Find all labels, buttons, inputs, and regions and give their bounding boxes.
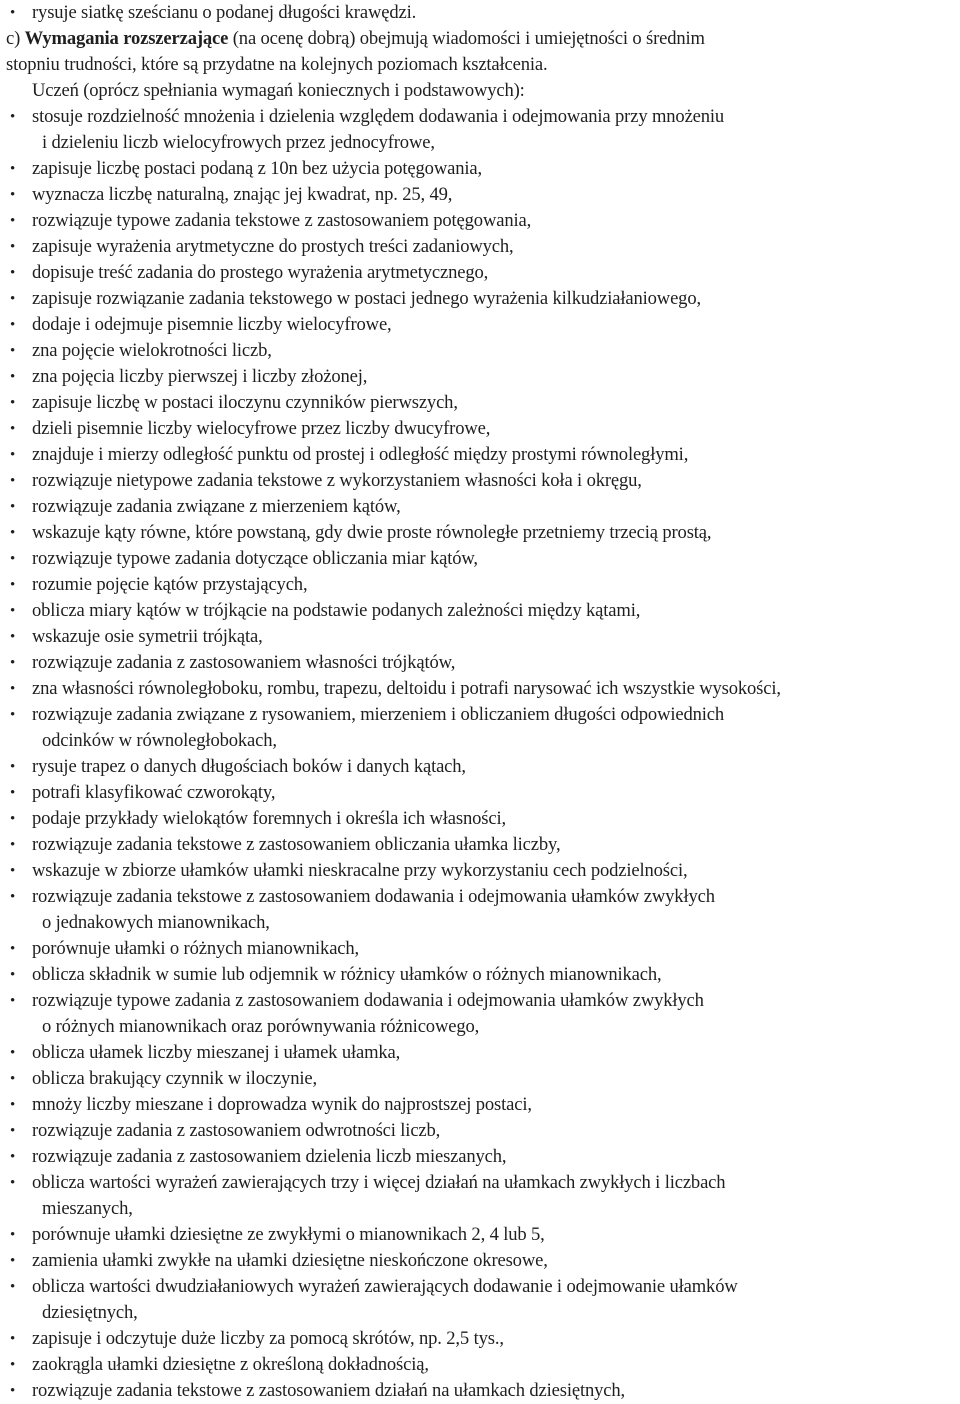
list-item [0,546,960,572]
list-item [0,494,960,520]
list-item-text: rozwiązuje zadania tekstowe z zastosowaniem działań na ułamkach dziesiętnych, [32,1380,626,1401]
list-item-text: zna pojęcie wielokrotności liczb, [32,340,272,361]
list-item [0,182,960,208]
bullet: • [10,1279,16,1295]
bullet: • [10,1253,16,1269]
bullet: • [10,291,16,307]
list-item-text: odcinków w równoległobokach, [42,730,277,751]
section-description-continued: stopniu trudności, które są przydatne na kolejnych poziomach kształcenia. [6,54,548,75]
bullet: • [10,1123,16,1139]
bullet: • [10,1045,16,1061]
list-item [0,338,960,364]
list-item [0,364,960,390]
list-item-continuation [0,910,960,936]
list-item [0,598,960,624]
list-item-text: oblicza brakujący czynnik w iloczynie, [32,1068,317,1089]
list-item-text: oblicza wartości wyrażeń zawierających trzy i więcej działań na ułamkach zwykłych i liczbach [32,1172,726,1193]
bullet: • [10,421,16,437]
list-item-text: zapisuje wyrażenia arytmetyczne do prostych treści zadaniowych, [32,236,514,257]
list-item [0,416,960,442]
list-item [0,520,960,546]
list-item-text: stosuje rozdzielność mnożenia i dzielenia względem dodawania i odejmowania przy mnożeniu [32,106,725,127]
list-item [0,806,960,832]
requirements-list [0,104,960,1404]
list-item-text: rysuje trapez o danych długościach boków i danych kątach, [32,756,466,777]
bullet: • [10,1071,16,1087]
bullet: • [10,499,16,515]
section-description: (na ocenę dobrą) obejmują wiadomości i umiejętności o średnim [232,28,705,49]
list-item [0,156,960,182]
list-item-text: rysuje siatkę sześcianu o podanej długości krawędzi. [32,2,417,23]
bullet: • [10,811,16,827]
bullet: • [10,759,16,775]
bullet: • [10,161,16,177]
list-item-continuation [0,1196,960,1222]
list-item-text: rozwiązuje zadania tekstowe z zastosowaniem obliczania ułamka liczby, [32,834,561,855]
list-item [0,988,960,1014]
list-item-text: rozumie pojęcie kątów przystających, [32,574,308,595]
list-item [0,754,960,780]
list-item-text: wyznacza liczbę naturalną, znając jej kwadrat, np. 25, 49, [32,184,453,205]
list-item-text: zapisuje rozwiązanie zadania tekstowego w postaci jednego wyrażenia kilkudziałaniowego, [32,288,701,309]
list-item-text: zamienia ułamki zwykłe na ułamki dziesiętne nieskończone okresowe, [32,1250,548,1271]
bullet: • [10,109,16,125]
list-item-text: rozwiązuje zadania z zastosowaniem własności trójkątów, [32,652,456,673]
bullet: • [10,1097,16,1113]
intro-line [0,78,960,104]
bullet: • [10,707,16,723]
list-item-text: rozwiązuje nietypowe zadania tekstowe z wykorzystaniem własności koła i okręgu, [32,470,642,491]
list-item-text: oblicza składnik w sumie lub odjemnik w różnicy ułamków o różnych mianownikach, [32,964,662,985]
list-item-text: rozwiązuje zadania tekstowe z zastosowaniem dodawania i odejmowania ułamków zwykłych [32,886,715,907]
list-item-text: o różnych mianownikach oraz porównywania różnicowego, [42,1016,480,1037]
bullet: • [10,265,16,281]
list-item-text: wskazuje kąty równe, które powstaną, gdy dwie proste równoległe przetniemy trzecią prostą, [32,522,712,543]
list-item [0,650,960,676]
list-item-text: dopisuje treść zadania do prostego wyrażenia arytmetycznego, [32,262,489,283]
list-item [0,234,960,260]
list-item-text: oblicza miary kątów w trójkącie na podstawie podanych zależności między kątami, [32,600,641,621]
list-item [0,832,960,858]
list-item [0,1222,960,1248]
list-item [0,962,960,988]
bullet: • [10,1175,16,1191]
list-item [0,260,960,286]
bullet: • [10,473,16,489]
list-item-text: oblicza wartości dwudziałaniowych wyrażeń zawierających dodawanie i odejmowanie ułamków [32,1276,738,1297]
bullet: • [10,343,16,359]
list-item [0,0,960,26]
list-item [0,104,960,130]
list-item-text: dziesiętnych, [42,1302,138,1323]
bullet: • [10,1149,16,1165]
list-item [0,780,960,806]
list-item [0,1040,960,1066]
bullet: • [10,785,16,801]
bullet: • [10,213,16,229]
list-item [0,1274,960,1300]
bullet: • [10,5,16,21]
list-item-text: dzieli pisemnie liczby wielocyfrowe przez liczby dwucyfrowe, [32,418,491,439]
intro-text: Uczeń (oprócz spełniania wymagań koniecznych i podstawowych): [32,80,525,101]
bullet: • [10,1357,16,1373]
list-item-text: mieszanych, [42,1198,133,1219]
bullet: • [10,629,16,645]
list-item [0,936,960,962]
list-item-continuation [0,1300,960,1326]
bullet: • [10,1227,16,1243]
list-item [0,1092,960,1118]
list-item-text: mnoży liczby mieszane i doprowadza wynik do najprostszej postaci, [32,1094,532,1115]
bullet: • [10,317,16,333]
list-item-text: wskazuje osie symetrii trójkąta, [32,626,263,647]
section-title: Wymagania rozszerzające [24,28,229,49]
section-marker: c) [6,28,21,49]
bullet: • [10,889,16,905]
bullet: • [10,1383,16,1399]
list-item-text: oblicza ułamek liczby mieszanej i ułamek ułamka, [32,1042,401,1063]
list-item-text: zaokrągla ułamki dziesiętne z określoną dokładnością, [32,1354,429,1375]
list-item [0,286,960,312]
list-item-text: rozwiązuje zadania z zastosowaniem dzielenia liczb mieszanych, [32,1146,507,1167]
list-item [0,702,960,728]
bullet: • [10,967,16,983]
list-item [0,468,960,494]
list-item-text: rozwiązuje typowe zadania z zastosowaniem dodawania i odejmowania ułamków zwykłych [32,990,704,1011]
bullet: • [10,1331,16,1347]
list-item-text: rozwiązuje zadania związane z mierzeniem kątów, [32,496,401,517]
list-item-text: wskazuje w zbiorze ułamków ułamki nieskracalne przy wykorzystaniu cech podzielności, [32,860,688,881]
bullet: • [10,837,16,853]
bullet: • [10,577,16,593]
bullet: • [10,551,16,567]
section-heading-text [6,26,705,52]
list-item-text: rozwiązuje typowe zadania tekstowe z zastosowaniem potęgowania, [32,210,532,231]
list-item [0,1066,960,1092]
list-item-text: dodaje i odejmuje pisemnie liczby wielocyfrowe, [32,314,392,335]
list-item [0,442,960,468]
section-heading [0,26,960,52]
bullet: • [10,525,16,541]
list-item-text: potrafi klasyfikować czworokąty, [32,782,276,803]
bullet: • [10,655,16,671]
list-item-text: podaje przykłady wielokątów foremnych i określa ich własności, [32,808,506,829]
list-item-text: zna pojęcia liczby pierwszej i liczby złożonej, [32,366,368,387]
list-item [0,390,960,416]
bullet: • [10,603,16,619]
list-item-text: i dzieleniu liczb wielocyfrowych przez jednocyfrowe, [42,132,435,153]
list-item-continuation [0,1014,960,1040]
list-item-text: porównuje ułamki dziesiętne ze zwykłymi o mianownikach 2, 4 lub 5, [32,1224,545,1245]
list-item [0,1378,960,1404]
list-item [0,1248,960,1274]
bullet: • [10,447,16,463]
list-item-text: zna własności równoległoboku, rombu, trapezu, deltoidu i potrafi narysować ich wszystkie wysokości, [32,678,781,699]
bullet: • [10,369,16,385]
list-item [0,1326,960,1352]
list-item-text: znajduje i mierzy odległość punktu od prostej i odległość między prostymi równoległymi, [32,444,689,465]
list-item-text: zapisuje liczbę w postaci iloczynu czynników pierwszych, [32,392,458,413]
list-item-text: rozwiązuje zadania z zastosowaniem odwrotności liczb, [32,1120,441,1141]
bullet: • [10,187,16,203]
list-item [0,1170,960,1196]
list-item [0,624,960,650]
list-item-text: rozwiązuje typowe zadania dotyczące obliczania miar kątów, [32,548,478,569]
list-item [0,1118,960,1144]
bullet: • [10,941,16,957]
list-item [0,858,960,884]
bullet: • [10,681,16,697]
list-item [0,1144,960,1170]
bullet: • [10,395,16,411]
list-item-continuation [0,728,960,754]
list-item-text: zapisuje liczbę postaci podaną z 10n bez użycia potęgowania, [32,158,482,179]
list-item [0,312,960,338]
list-item-text: porównuje ułamki o różnych mianownikach, [32,938,360,959]
list-item-text: zapisuje i odczytuje duże liczby za pomocą skrótów, np. 2,5 tys., [32,1328,504,1349]
list-item-text: o jednakowych mianownikach, [42,912,270,933]
list-item [0,572,960,598]
bullet: • [10,863,16,879]
list-item-continuation [0,130,960,156]
bullet: • [10,239,16,255]
list-item [0,884,960,910]
list-item-text: rozwiązuje zadania związane z rysowaniem, mierzeniem i obliczaniem długości odpowiednich [32,704,725,725]
bullet: • [10,993,16,1009]
list-item [0,208,960,234]
list-item [0,1352,960,1378]
section-description-line [0,52,960,78]
list-item [0,676,960,702]
